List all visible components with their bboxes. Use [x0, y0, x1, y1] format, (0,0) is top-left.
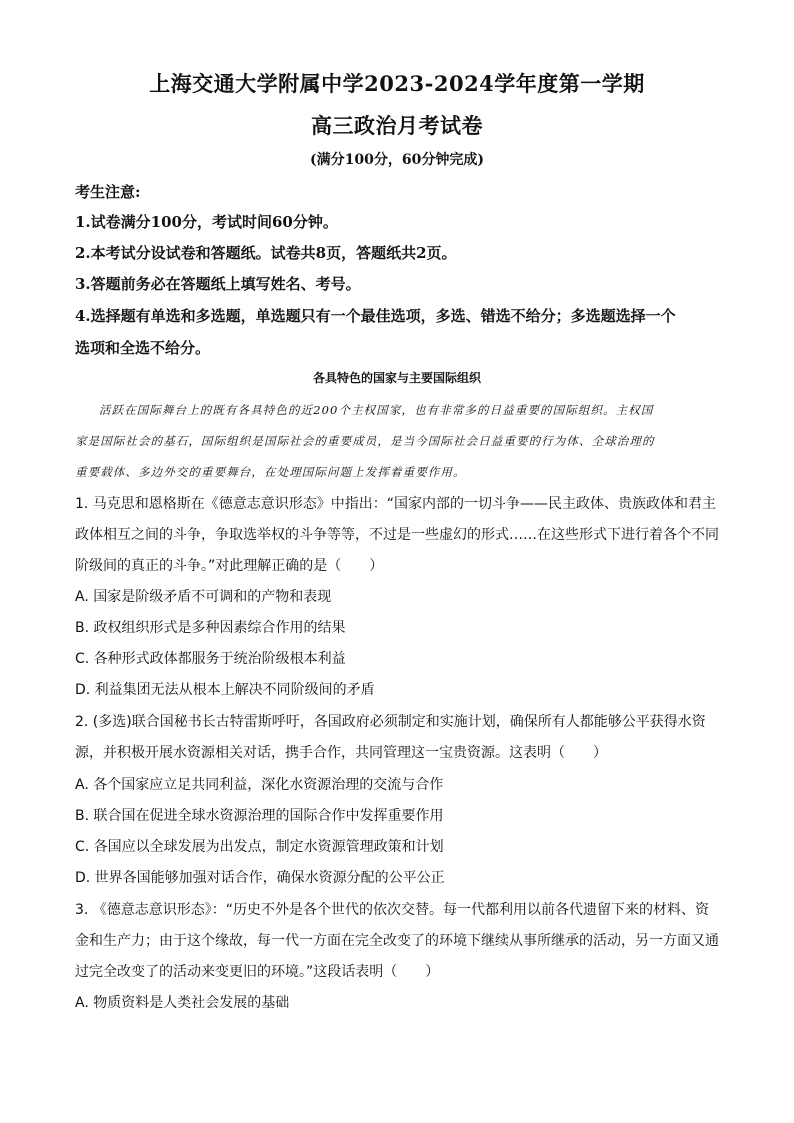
- question-2-option-c: C. 各国应以全球发展为出发点，制定水资源管理政策和计划: [75, 839, 444, 855]
- notice-item: 3.答题前务必在答题纸上填写姓名、考号。: [75, 275, 361, 293]
- question-2-option-a: A. 各个国家应立足共同利益，深化水资源治理的交流与合作: [75, 777, 444, 793]
- exam-title-line-2: 高三政治月考试卷: [311, 113, 483, 138]
- question-3-option-a: A. 物质资料是人类社会发展的基础: [75, 995, 290, 1011]
- passage-line: 重要载体、多边外交的重要舞台，在处理国际问题上发挥着重要作用。: [75, 465, 466, 479]
- notice-item: 选项和全选不给分。: [75, 339, 211, 357]
- question-1-option-a: A. 国家是阶级矛盾不可调和的产物和表现: [75, 589, 332, 605]
- notice-heading: 考生注意:: [75, 183, 141, 201]
- question-2-stem-line: 源，并积极开展水资源相关对话，携手合作，共同管理这一宝贵资源。这表明（ ）: [75, 745, 607, 761]
- passage-line: 家是国际社会的基石，国际组织是国际社会的重要成员，是当今国际社会日益重要的行为体、全球治理的: [75, 434, 655, 448]
- question-3-stem-line: 3. 《德意志意识形态》：“历史不外是各个世代的依次交替。每一代都利用以前各代遗留下来的材料、资: [75, 902, 710, 918]
- notice-item: 1.试卷满分100分，考试时间60分钟。: [75, 213, 338, 231]
- exam-subtitle: (满分100分，60分钟完成): [310, 152, 484, 168]
- passage-line: 活跃在国际舞台上的既有各具特色的近200个主权国家，也有非常多的日益重要的国际组织。主权国: [99, 403, 654, 417]
- question-1-option-b: B. 政权组织形式是多种因素综合作用的结果: [75, 620, 346, 636]
- question-2-option-b: B. 联合国在促进全球水资源治理的国际合作中发挥重要作用: [75, 808, 444, 824]
- notice-item: 2.本考试分设试卷和答题纸。试卷共8页，答题纸共2页。: [75, 244, 457, 262]
- section-title: 各具特色的国家与主要国际组织: [312, 371, 481, 385]
- question-1-option-c: C. 各种形式政体都服务于统治阶级根本利益: [75, 651, 346, 667]
- question-1-stem-line: 政体相互之间的斗争，争取选举权的斗争等等，不过是一些虚幻的形式……在这些形式下进行着各个不同: [75, 527, 719, 543]
- question-3-stem-line: 过完全改变了的活动来变更旧的环境。”这段话表明（ ）: [75, 964, 440, 980]
- question-1-option-d: D. 利益集团无法从根本上解决不同阶级间的矛盾: [75, 682, 375, 698]
- question-2-option-d: D. 世界各国能够加强对话合作，确保水资源分配的公平公正: [75, 870, 445, 886]
- exam-title-line-1: 上海交通大学附属中学2023-2024学年度第一学期: [149, 71, 645, 96]
- question-1-stem-line: 1. 马克思和恩格斯在《德意志意识形态》中指出：“国家内部的一切斗争——民主政体、贵族政体和君主: [75, 496, 717, 512]
- question-1-stem-line: 阶级间的真正的斗争。”对此理解正确的是（ ）: [75, 558, 384, 574]
- question-2-stem-line: 2. (多选)联合国秘书长古特雷斯呼吁，各国政府必须制定和实施计划，确保所有人都能够公平获得水资: [75, 714, 706, 730]
- notice-item: 4.选择题有单选和多选题，单选题只有一个最佳选项，多选、错选不给分；多选题选择一个: [75, 307, 676, 325]
- question-3-stem-line: 金和生产力；由于这个缘故，每一代一方面在完全改变了的环境下继续从事所继承的活动，另一方面又通: [75, 933, 719, 949]
